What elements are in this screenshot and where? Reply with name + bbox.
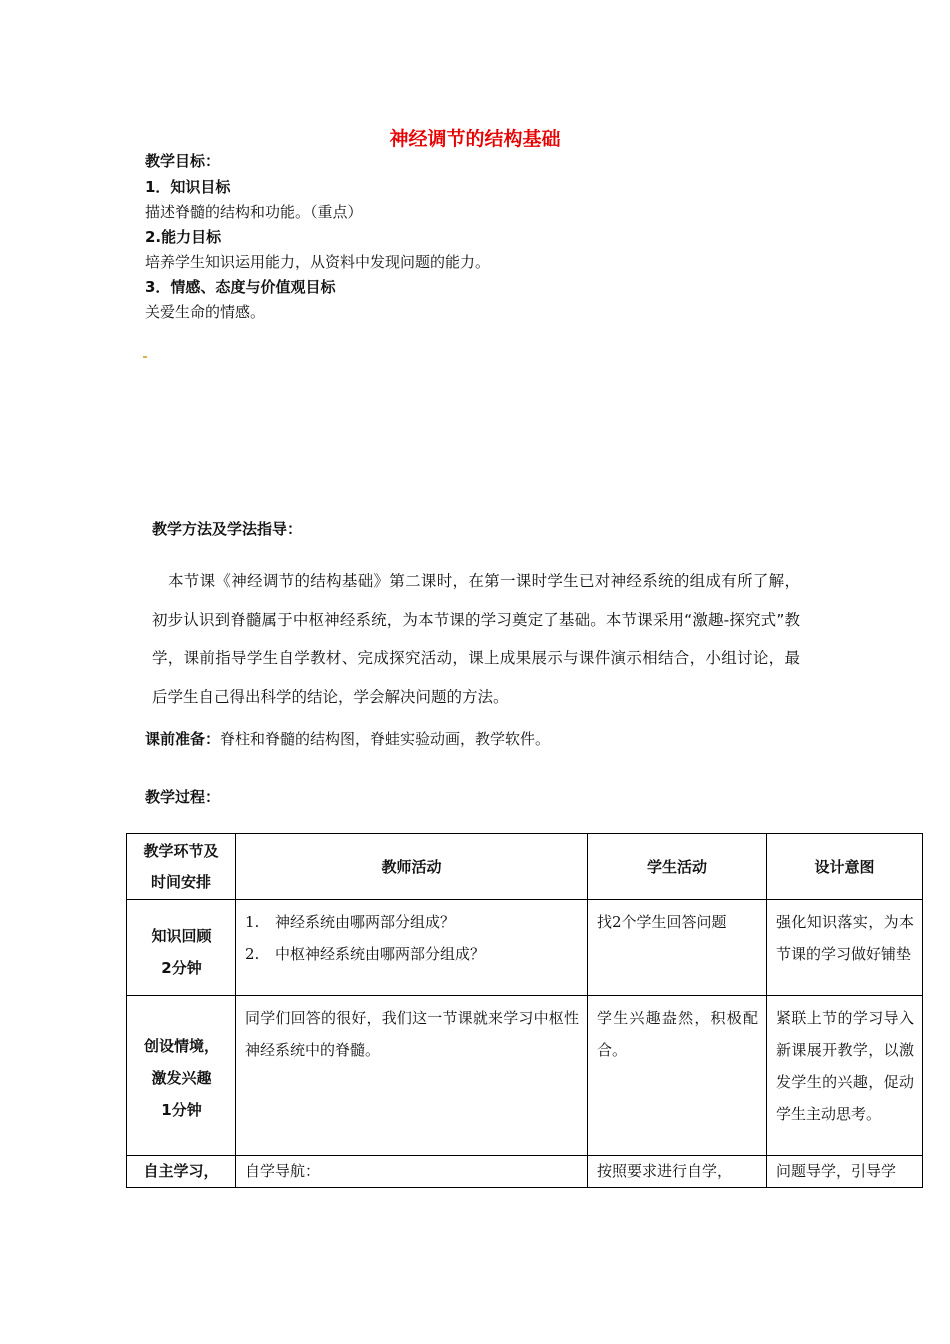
row2-phase-line3: 1分钟 bbox=[161, 1101, 202, 1119]
question-text: 神经系统由哪两部分组成？ bbox=[275, 913, 456, 931]
header-phase bbox=[127, 834, 236, 900]
header-intent: 设计意图 bbox=[767, 834, 923, 900]
ability-objective-heading: 2.能力目标 bbox=[145, 228, 222, 246]
table-header-row bbox=[127, 834, 923, 900]
header-phase-line2: 时间安排 bbox=[150, 872, 211, 891]
header-teacher: 教师活动 bbox=[236, 834, 588, 900]
row2-teacher: 同学们回答的很好，我们这一节课就来学习中枢性神经系统中的脊髓。 bbox=[236, 996, 588, 1156]
row2-phase-line2: 激发兴趣 bbox=[151, 1069, 212, 1087]
document-title: 神经调节的结构基础 bbox=[389, 128, 561, 150]
process-heading: 教学过程： bbox=[145, 788, 221, 806]
row3-phase-line1: 自主学习， bbox=[143, 1162, 219, 1180]
row2-intent: 紧联上节的学习导入新课展开教学，以激发学生的兴趣，促动学生主动思考。 bbox=[767, 996, 923, 1156]
row1-intent: 强化知识落实，为本节课的学习做好铺垫 bbox=[767, 900, 923, 996]
row3-intent: 问题导学，引导学 bbox=[767, 1156, 923, 1188]
table-row bbox=[127, 900, 923, 996]
row1-phase-line2: 2分钟 bbox=[161, 959, 202, 977]
prep-label: 课前准备： bbox=[145, 730, 221, 748]
knowledge-objective-text: 描述脊髓的结构和功能。（重点） bbox=[145, 203, 363, 221]
row3-teacher: 自学导航： bbox=[236, 1156, 588, 1188]
row1-phase bbox=[127, 900, 236, 996]
header-phase-line1: 教学环节及 bbox=[143, 841, 219, 860]
row1-teacher bbox=[236, 900, 588, 996]
row2-phase-line1: 创设情境， bbox=[143, 1037, 219, 1055]
ability-objective-text: 培养学生知识运用能力，从资料中发现问题的能力。 bbox=[145, 253, 491, 271]
question-number: 2. bbox=[245, 945, 260, 963]
table-row bbox=[127, 996, 923, 1156]
header-student: 学生活动 bbox=[588, 834, 767, 900]
emotion-objective-heading: 3．情感、态度与价值观目标 bbox=[145, 278, 336, 296]
knowledge-objective-heading: 1．知识目标 bbox=[145, 178, 231, 196]
question-text: 中枢神经系统由哪两部分组成？ bbox=[275, 945, 486, 963]
row1-phase-line1: 知识回顾 bbox=[151, 927, 212, 945]
row3-phase bbox=[127, 1156, 236, 1188]
question-number: 1. bbox=[245, 913, 260, 931]
row3-student: 按照要求进行自学， bbox=[588, 1156, 767, 1188]
table-row bbox=[127, 1156, 923, 1188]
methods-paragraph: 本节课《神经调节的结构基础》第二课时，在第一课时学生已对神经系统的组成有所了解，初步认识到脊髓属于中枢神经系统，为本节课的学习奠定了基础。本节课采用“激趣-探究式”教学，课前指导学生自学教材、完成探究活动，课上成果展示与课件演示相结合，小组讨论，最后学生自己得出科学的结论，学会解决问题的方法。 bbox=[152, 572, 800, 706]
question-item bbox=[245, 938, 579, 970]
methods-heading: 教学方法及学法指导： bbox=[152, 520, 303, 538]
emotion-objective-text: 关爱生命的情感。 bbox=[145, 303, 266, 321]
row1-student: 找2个学生回答问题 bbox=[588, 900, 767, 996]
prep-text: 脊柱和脊髓的结构图，脊蛙实验动画，教学软件。 bbox=[220, 730, 551, 748]
row2-phase bbox=[127, 996, 236, 1156]
teaching-process-table bbox=[126, 833, 923, 1188]
question-item bbox=[245, 906, 579, 938]
stray-mark bbox=[143, 356, 147, 358]
row2-student: 学生兴趣盎然，积极配合。 bbox=[588, 996, 767, 1156]
prep-line bbox=[145, 728, 550, 749]
objectives-heading: 教学目标： bbox=[145, 152, 221, 170]
